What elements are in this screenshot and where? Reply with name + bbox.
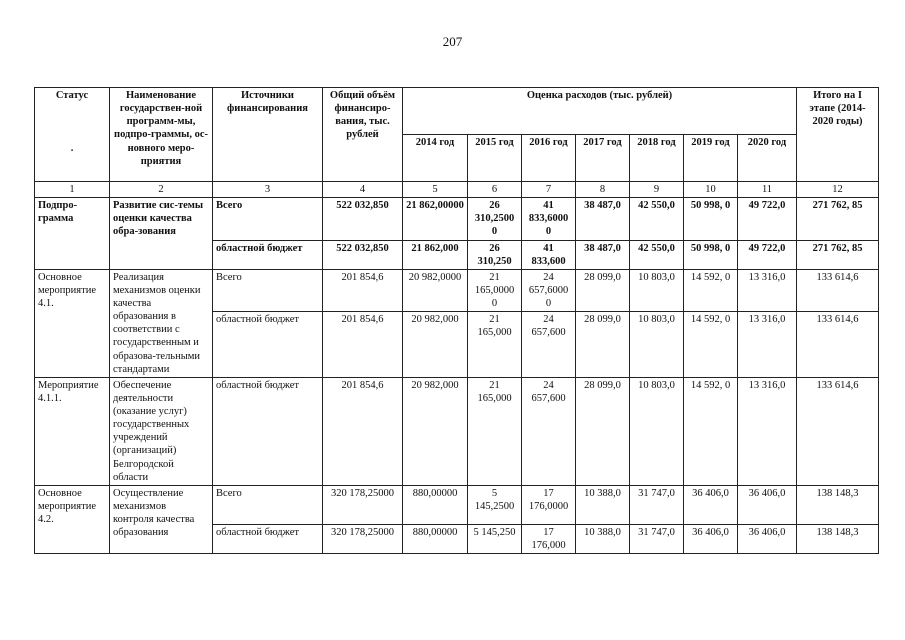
row-2017: 38 487,0 — [576, 240, 630, 269]
row-2019: 50 998, 0 — [684, 198, 738, 240]
row-2014: 21 862,000 — [403, 240, 468, 269]
row-status: Основное мероприятие 4.1. — [35, 269, 110, 377]
row-2018: 42 550,0 — [630, 198, 684, 240]
row-2015: 5 145,250 — [468, 524, 522, 553]
row-2020: 13 316,0 — [738, 377, 797, 485]
column-number: 8 — [576, 182, 630, 198]
column-number: 5 — [403, 182, 468, 198]
row-2015: 26 310,2500 0 — [468, 198, 522, 240]
row-2020: 49 722,0 — [738, 198, 797, 240]
row-2017: 10 388,0 — [576, 485, 630, 524]
column-number: 2 — [110, 182, 213, 198]
row-stage-total: 133 614,6 — [797, 312, 879, 378]
row-status: Мероприятие 4.1.1. — [35, 377, 110, 485]
row-2017: 38 487,0 — [576, 198, 630, 240]
row-2014: 21 862,00000 — [403, 198, 468, 240]
row-2014: 880,00000 — [403, 485, 468, 524]
row-total: 320 178,25000 — [323, 485, 403, 524]
row-stage-total: 138 148,3 — [797, 524, 879, 553]
page-number: 207 — [442, 34, 463, 49]
row-2017: 28 099,0 — [576, 377, 630, 485]
row-2020: 13 316,0 — [738, 312, 797, 378]
row-source: Всего — [213, 269, 323, 311]
row-2015: 21 165,0000 0 — [468, 269, 522, 311]
table-row — [35, 485, 879, 524]
column-number: 11 — [738, 182, 797, 198]
header-year-2017: 2017 год — [576, 135, 630, 182]
column-number: 10 — [684, 182, 738, 198]
header-year-2018: 2018 год — [630, 135, 684, 182]
row-source: Всего — [213, 198, 323, 240]
row-source: областной бюджет — [213, 524, 323, 553]
column-number: 3 — [213, 182, 323, 198]
row-2016: 41 833,600 — [522, 240, 576, 269]
row-status: Подпро-грамма — [35, 198, 110, 270]
row-source: областной бюджет — [213, 240, 323, 269]
row-stage-total: 133 614,6 — [797, 377, 879, 485]
row-name: Реализация механизмов оценки качества образования в соответствии с государственным и образова-тельными стандартами — [110, 269, 213, 377]
row-name: Развитие сис-темы оценки качества обра-зования — [110, 198, 213, 270]
row-2020: 49 722,0 — [738, 240, 797, 269]
header-estimate: Оценка расходов (тыс. рублей) — [403, 88, 797, 135]
row-2018: 31 747,0 — [630, 485, 684, 524]
row-2016: 41 833,6000 0 — [522, 198, 576, 240]
row-2015: 21 165,000 — [468, 377, 522, 485]
row-2020: 36 406,0 — [738, 524, 797, 553]
row-2019: 50 998, 0 — [684, 240, 738, 269]
row-total: 201 854,6 — [323, 377, 403, 485]
header-year-2016: 2016 год — [522, 135, 576, 182]
row-2017: 28 099,0 — [576, 269, 630, 311]
row-2018: 31 747,0 — [630, 524, 684, 553]
row-stage-total: 138 148,3 — [797, 485, 879, 524]
column-number: 1 — [35, 182, 110, 198]
row-2015: 21 165,000 — [468, 312, 522, 378]
row-2015: 26 310,250 — [468, 240, 522, 269]
row-total: 201 854,6 — [323, 312, 403, 378]
row-stage-total: 271 762, 85 — [797, 198, 879, 240]
row-name: Обеспечение деятельности (оказание услуг) государственных учреждений (организаций) Белгородской области — [110, 377, 213, 485]
row-2017: 10 388,0 — [576, 524, 630, 553]
row-source: областной бюджет — [213, 312, 323, 378]
column-number: 7 — [522, 182, 576, 198]
row-2015: 5 145,2500 — [468, 485, 522, 524]
row-name: Осуществление механизмов контроля качества образования — [110, 485, 213, 553]
table-row — [35, 269, 879, 311]
header-status-dot: . — [70, 143, 74, 155]
column-number: 6 — [468, 182, 522, 198]
row-2014: 20 982,000 — [403, 312, 468, 378]
column-number-row — [35, 182, 879, 198]
header-stage-total: Итого на I этапе (2014-2020 годы) — [797, 88, 879, 182]
row-2016: 24 657,6000 0 — [522, 269, 576, 311]
column-number: 9 — [630, 182, 684, 198]
row-2019: 14 592, 0 — [684, 377, 738, 485]
row-total: 201 854,6 — [323, 269, 403, 311]
table-row — [35, 198, 879, 240]
header-year-2019: 2019 год — [684, 135, 738, 182]
row-stage-total: 133 614,6 — [797, 269, 879, 311]
row-stage-total: 271 762, 85 — [797, 240, 879, 269]
row-total: 522 032,850 — [323, 198, 403, 240]
row-source: Всего — [213, 485, 323, 524]
row-2019: 36 406,0 — [684, 524, 738, 553]
header-status — [35, 88, 110, 182]
header-row-1 — [35, 88, 879, 135]
row-2019: 36 406,0 — [684, 485, 738, 524]
row-2016: 24 657,600 — [522, 377, 576, 485]
header-year-2020: 2020 год — [738, 135, 797, 182]
row-2016: 24 657,600 — [522, 312, 576, 378]
row-2019: 14 592, 0 — [684, 312, 738, 378]
column-number: 4 — [323, 182, 403, 198]
row-2016: 17 176,000 — [522, 524, 576, 553]
table-row — [35, 377, 879, 485]
header-total: Общий объём финансиро-вания, тыс. рублей — [323, 88, 403, 182]
header-sources: Источники финансирования — [213, 88, 323, 182]
row-status: Основное мероприятие 4.2. — [35, 485, 110, 553]
row-2019: 14 592, 0 — [684, 269, 738, 311]
row-2018: 10 803,0 — [630, 377, 684, 485]
row-2014: 880,00000 — [403, 524, 468, 553]
row-2017: 28 099,0 — [576, 312, 630, 378]
row-2016: 17 176,0000 — [522, 485, 576, 524]
header-status-label: Статус — [55, 90, 89, 101]
row-2014: 20 982,000 — [403, 377, 468, 485]
row-2014: 20 982,0000 — [403, 269, 468, 311]
header-year-2015: 2015 год — [468, 135, 522, 182]
row-2020: 36 406,0 — [738, 485, 797, 524]
row-source: областной бюджет — [213, 377, 323, 485]
row-2018: 10 803,0 — [630, 312, 684, 378]
row-total: 522 032,850 — [323, 240, 403, 269]
budget-table — [34, 87, 879, 554]
header-year-2014: 2014 год — [403, 135, 468, 182]
row-total: 320 178,25000 — [323, 524, 403, 553]
row-2018: 42 550,0 — [630, 240, 684, 269]
row-2020: 13 316,0 — [738, 269, 797, 311]
column-number: 12 — [797, 182, 879, 198]
row-2018: 10 803,0 — [630, 269, 684, 311]
header-name: Наименование государствен-ной программ-мы, подпро-граммы, ос-новного меро-приятия — [110, 88, 213, 182]
